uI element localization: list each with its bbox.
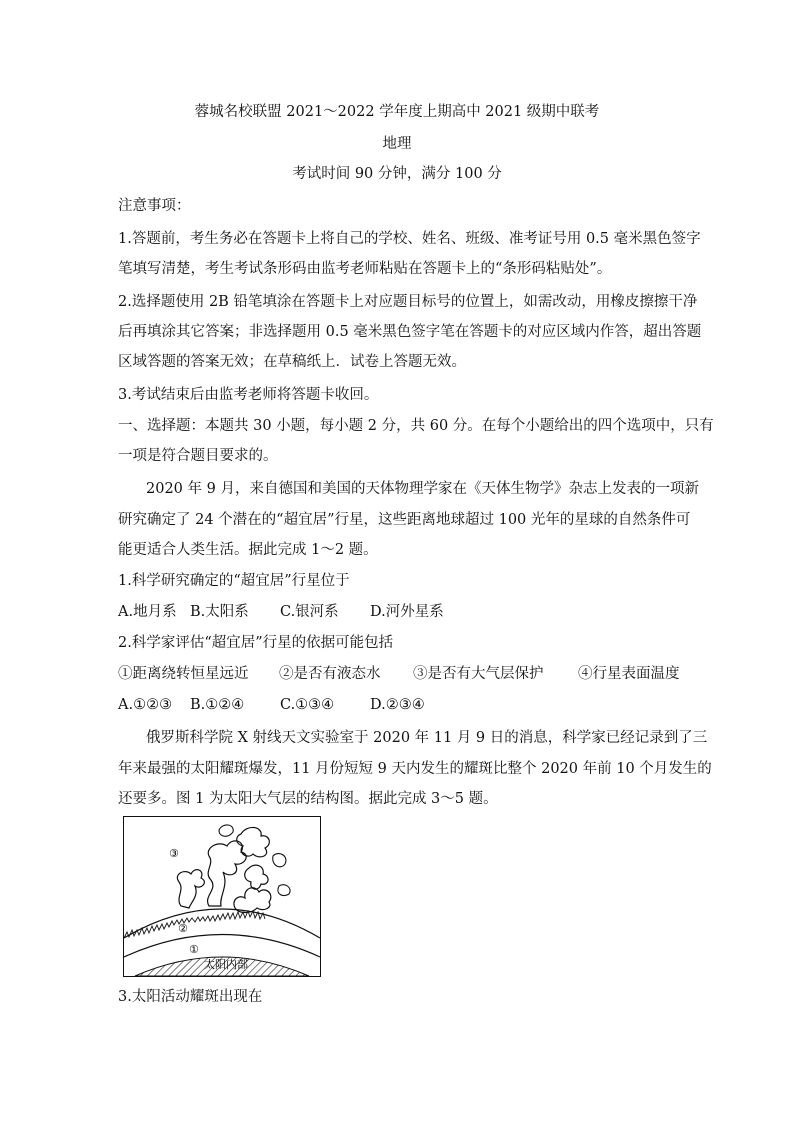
notice-line: 笔填写清楚，考生考试条形码由监考老师粘贴在答题卡上的“条形码粘贴处”。 <box>118 261 612 277</box>
passage-line: 研究确定了 24 个潜在的“超宜居”行星，这些距离地球超过 100 光年的星球的自然条件可 <box>118 512 691 528</box>
notice-line: 1.答题前，考生务必在答题卡上将自己的学校、姓名、班级、准考证号用 0.5 毫米黑色签字 <box>118 231 701 247</box>
question-stem: 3.太阳活动耀斑出现在 <box>118 989 263 1005</box>
factor-4: ④行星表面温度 <box>578 666 680 682</box>
question-options <box>118 602 444 622</box>
notice-heading: 注意事项： <box>118 198 191 214</box>
exam-title: 蓉城名校联盟 2021～2022 学年度上期高中 2021 级期中联考 <box>194 104 600 120</box>
question-factors <box>118 664 680 684</box>
factor-2: ②是否有液态水 <box>279 666 381 682</box>
passage-line: 俄罗斯科学院 X 射线天文实验室于 2020 年 11 月 9 日的消息，科学家已经记录到了三 <box>146 730 708 746</box>
exam-info: 考试时间 90 分钟，满分 100 分 <box>292 166 502 182</box>
notice-line: 区域答题的答案无效；在草稿纸上．试卷上答题无效。 <box>118 354 466 370</box>
option-b: B.①②④ <box>190 697 245 713</box>
passage-line: 能更适合人类生活。据此完成 1～2 题。 <box>118 542 378 558</box>
question-stem: 1.科学研究确定的“超宜居”行星位于 <box>118 573 350 589</box>
option-c: C.银河系 <box>280 604 339 620</box>
option-d: D.②③④ <box>370 697 425 713</box>
passage-line: 还要多。图 1 为太阳大气层的结构图。据此完成 3～5 题。 <box>118 791 498 807</box>
passage-line: 年来最强的太阳耀斑爆发，11 月份短短 9 天内发生的耀斑比整个 2020 年前 10 个月发生的 <box>118 761 712 777</box>
section-intro: 一项是符合题目要求的。 <box>118 448 278 464</box>
factor-3: ③是否有大气层保护 <box>413 666 544 682</box>
option-b: B.太阳系 <box>190 604 249 620</box>
option-c: C.①③④ <box>280 697 335 713</box>
notice-line: 2.选择题使用 2B 铅笔填涂在答题卡上对应题目标号的位置上，如需改动，用橡皮擦擦干净 <box>118 294 698 310</box>
option-d: D.河外星系 <box>370 604 444 620</box>
sun-atmosphere-figure <box>123 816 321 977</box>
option-a: A.①②③ <box>118 697 173 713</box>
question-options <box>118 695 425 715</box>
label-sun-interior: 太阳内部 <box>204 958 248 971</box>
label-photosphere: ① <box>189 943 199 956</box>
label-corona: ③ <box>169 847 179 860</box>
question-stem: 2.科学家评估“超宜居”行星的依据可能包括 <box>118 635 394 651</box>
notice-line: 3.考试结束后由监考老师将答题卡收回。 <box>118 387 379 403</box>
notice-line: 后再填涂其它答案；非选择题用 0.5 毫米黑色签字笔在答题卡的对应区域内作答，超出答题 <box>118 324 702 340</box>
subject-title: 地理 <box>382 136 412 152</box>
passage-line: 2020 年 9 月，来自德国和美国的天体物理学家在《天体生物学》杂志上发表的一项新 <box>146 481 699 497</box>
factor-1: ①距离绕转恒星远近 <box>118 666 249 682</box>
option-a: A.地月系 <box>118 604 177 620</box>
section-intro: 一、选择题：本题共 30 小题，每小题 2 分，共 60 分。在每个小题给出的四个选项中，只有 <box>118 418 714 434</box>
label-chromosphere: ② <box>178 922 188 935</box>
